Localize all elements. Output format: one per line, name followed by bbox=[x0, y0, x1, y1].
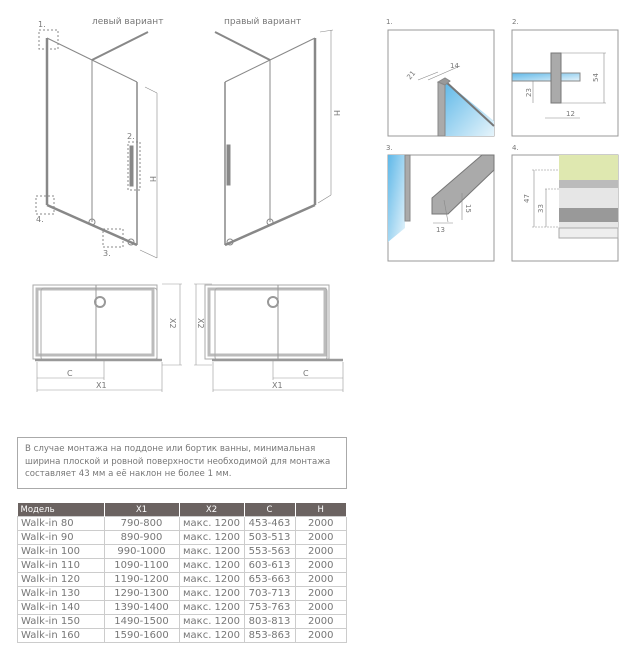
col-model: Модель bbox=[18, 503, 105, 517]
table-cell: 2000 bbox=[295, 517, 347, 531]
table-cell: 653-663 bbox=[244, 573, 295, 587]
table-cell: Walk-in 110 bbox=[18, 559, 105, 573]
dim-x2-left: X2 bbox=[168, 318, 177, 329]
callout-2: 2. bbox=[127, 132, 135, 141]
table-cell: 1590-1600 bbox=[104, 629, 179, 643]
table-cell: 453-463 bbox=[244, 517, 295, 531]
table-cell: Walk-in 130 bbox=[18, 587, 105, 601]
svg-text:13: 13 bbox=[436, 226, 445, 234]
table-cell: Walk-in 150 bbox=[18, 615, 105, 629]
height-dimension-label-right: H bbox=[332, 110, 341, 117]
table-row bbox=[18, 517, 347, 531]
col-c: C bbox=[244, 503, 295, 517]
svg-text:47: 47 bbox=[523, 194, 531, 203]
table-cell: 1490-1500 bbox=[104, 615, 179, 629]
table-row bbox=[18, 545, 347, 559]
table-cell: 2000 bbox=[295, 531, 347, 545]
svg-text:12: 12 bbox=[566, 110, 575, 118]
table-cell: 703-713 bbox=[244, 587, 295, 601]
table-cell: 2000 bbox=[295, 615, 347, 629]
table-cell: макс. 1200 bbox=[179, 545, 244, 559]
table-cell: 1190-1200 bbox=[104, 573, 179, 587]
plan-right bbox=[194, 284, 343, 392]
table-cell: макс. 1200 bbox=[179, 559, 244, 573]
table-cell: 2000 bbox=[295, 559, 347, 573]
table-row bbox=[18, 601, 347, 615]
table-cell: макс. 1200 bbox=[179, 615, 244, 629]
table-cell: 2000 bbox=[295, 573, 347, 587]
callout-3: 3. bbox=[103, 249, 111, 258]
callout-4: 4. bbox=[36, 215, 44, 224]
height-dimension-label: H bbox=[148, 176, 157, 183]
table-row bbox=[18, 629, 347, 643]
col-x2: X2 bbox=[179, 503, 244, 517]
dim-x2-right: X2 bbox=[196, 318, 205, 329]
svg-text:21: 21 bbox=[405, 69, 418, 82]
installation-note: В случае монтажа на поддоне или бортик ванны, минимальная ширина плоской и ровной поверхности необходимой для монтажа составляет 43 мм а её наклон не более 1 мм. bbox=[17, 437, 347, 489]
svg-text:4.: 4. bbox=[512, 144, 519, 152]
svg-text:14: 14 bbox=[450, 62, 459, 70]
callout-1: 1. bbox=[38, 20, 46, 29]
table-row bbox=[18, 587, 347, 601]
table-cell: макс. 1200 bbox=[179, 517, 244, 531]
table-cell: 1290-1300 bbox=[104, 587, 179, 601]
dim-x1-left: X1 bbox=[96, 381, 107, 390]
table-cell: Walk-in 140 bbox=[18, 601, 105, 615]
left-variant-drawing bbox=[36, 17, 163, 258]
table-cell: 603-613 bbox=[244, 559, 295, 573]
table-cell: 553-563 bbox=[244, 545, 295, 559]
table-cell: макс. 1200 bbox=[179, 531, 244, 545]
plan-left bbox=[33, 284, 182, 392]
col-x1: X1 bbox=[104, 503, 179, 517]
table-cell: 1390-1400 bbox=[104, 601, 179, 615]
table-row bbox=[18, 573, 347, 587]
dim-c-right: C bbox=[303, 369, 309, 378]
table-cell: макс. 1200 bbox=[179, 629, 244, 643]
table-cell: Walk-in 100 bbox=[18, 545, 105, 559]
table-cell: 2000 bbox=[295, 545, 347, 559]
table-cell: Walk-in 80 bbox=[18, 517, 105, 531]
table-cell: 790-800 bbox=[104, 517, 179, 531]
table-cell: 503-513 bbox=[244, 531, 295, 545]
table-cell: макс. 1200 bbox=[179, 587, 244, 601]
table-cell: макс. 1200 bbox=[179, 601, 244, 615]
table-cell: Walk-in 90 bbox=[18, 531, 105, 545]
svg-text:3.: 3. bbox=[386, 144, 393, 152]
dim-x1-right: X1 bbox=[272, 381, 283, 390]
table-row bbox=[18, 615, 347, 629]
table-row bbox=[18, 559, 347, 573]
table-header bbox=[18, 503, 347, 517]
svg-text:15: 15 bbox=[464, 204, 472, 213]
table-cell: 803-813 bbox=[244, 615, 295, 629]
table-cell: 1090-1100 bbox=[104, 559, 179, 573]
right-variant-drawing bbox=[215, 17, 341, 245]
svg-text:54: 54 bbox=[592, 73, 600, 82]
right-variant-label: правый вариант bbox=[224, 17, 302, 27]
svg-text:1.: 1. bbox=[386, 18, 393, 26]
svg-text:33: 33 bbox=[537, 204, 545, 213]
detail-3 bbox=[386, 144, 494, 261]
col-h: H bbox=[295, 503, 347, 517]
table-cell: 890-900 bbox=[104, 531, 179, 545]
table-cell: 990-1000 bbox=[104, 545, 179, 559]
table-cell: макс. 1200 bbox=[179, 573, 244, 587]
table-row bbox=[18, 531, 347, 545]
table-cell: Walk-in 120 bbox=[18, 573, 105, 587]
svg-text:23: 23 bbox=[525, 88, 533, 97]
detail-2 bbox=[512, 18, 618, 136]
table-cell: 2000 bbox=[295, 629, 347, 643]
detail-1 bbox=[386, 18, 494, 136]
table-cell: Walk-in 160 bbox=[18, 629, 105, 643]
svg-text:2.: 2. bbox=[512, 18, 519, 26]
table-cell: 853-863 bbox=[244, 629, 295, 643]
table-cell: 2000 bbox=[295, 587, 347, 601]
table-cell: 753-763 bbox=[244, 601, 295, 615]
detail-4 bbox=[512, 144, 618, 261]
left-variant-label: левый вариант bbox=[92, 17, 164, 27]
dim-c-left: C bbox=[67, 369, 73, 378]
dimensions-table bbox=[17, 503, 347, 643]
table-cell: 2000 bbox=[295, 601, 347, 615]
